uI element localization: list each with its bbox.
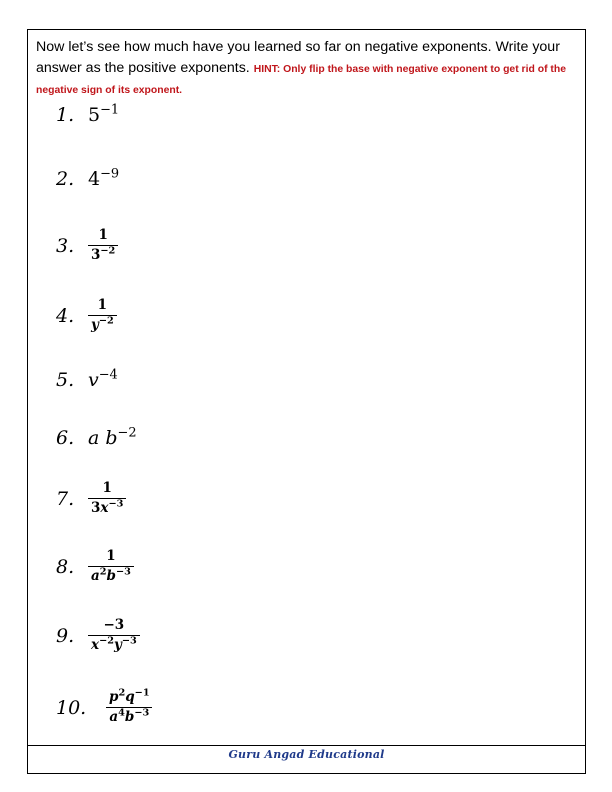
fraction: $\frac{1}{a^2b^{-3}}$ <box>88 549 134 584</box>
problem-number: 10. <box>56 696 87 719</box>
worksheet-frame <box>27 29 586 774</box>
problem-number: 7. <box>56 487 75 510</box>
problem-number: 4. <box>56 304 75 327</box>
problem-expression: $v^{-4}$ <box>88 367 118 391</box>
problem-number: 8. <box>56 555 75 578</box>
problem-expression: a $b^{-2}$ <box>88 425 137 449</box>
problem-expression: $4^{-9}$ <box>88 166 120 190</box>
problem-number: 9. <box>56 624 75 647</box>
hint-text: HINT: Only flip the base with negative exponent to get rid of the negative sign of its exponent. <box>36 64 567 96</box>
problem-expression: $5^{-1}$ <box>88 102 120 126</box>
problem-9 <box>56 618 140 653</box>
instructions <box>36 37 580 100</box>
problem-10 <box>56 687 153 725</box>
problem-6 <box>56 427 137 449</box>
fraction: $\frac{1}{3^{-2}}$ <box>88 228 118 263</box>
problem-number: 2. <box>56 168 75 190</box>
problem-7 <box>56 481 126 516</box>
fraction: $\frac{p^2q^{-1}}{a^4b^{-3}}$ <box>106 690 153 725</box>
fraction: $\frac{1}{y^{-2}}$ <box>88 298 117 333</box>
problem-number: 3. <box>56 234 75 257</box>
problem-number: 1. <box>56 104 75 126</box>
problem-8 <box>56 549 134 584</box>
footer-divider <box>27 745 586 746</box>
problem-2 <box>56 168 119 190</box>
problem-number: 5. <box>56 369 75 391</box>
footer-brand: Guru Angad Educational <box>228 748 385 761</box>
instructions-text: Now let’s see how much have you learned so far on negative exponents. Write your answer as the positive exponents. <box>36 39 560 76</box>
problem-4 <box>56 298 117 333</box>
problem-5 <box>56 369 118 391</box>
fraction: $\frac{1}{3x^{-3}}$ <box>88 481 126 516</box>
problem-3 <box>56 228 118 263</box>
fraction: $\frac{-3}{x^{-2}y^{-3}}$ <box>88 618 140 653</box>
problem-1 <box>56 104 119 126</box>
problem-number: 6. <box>56 427 75 449</box>
